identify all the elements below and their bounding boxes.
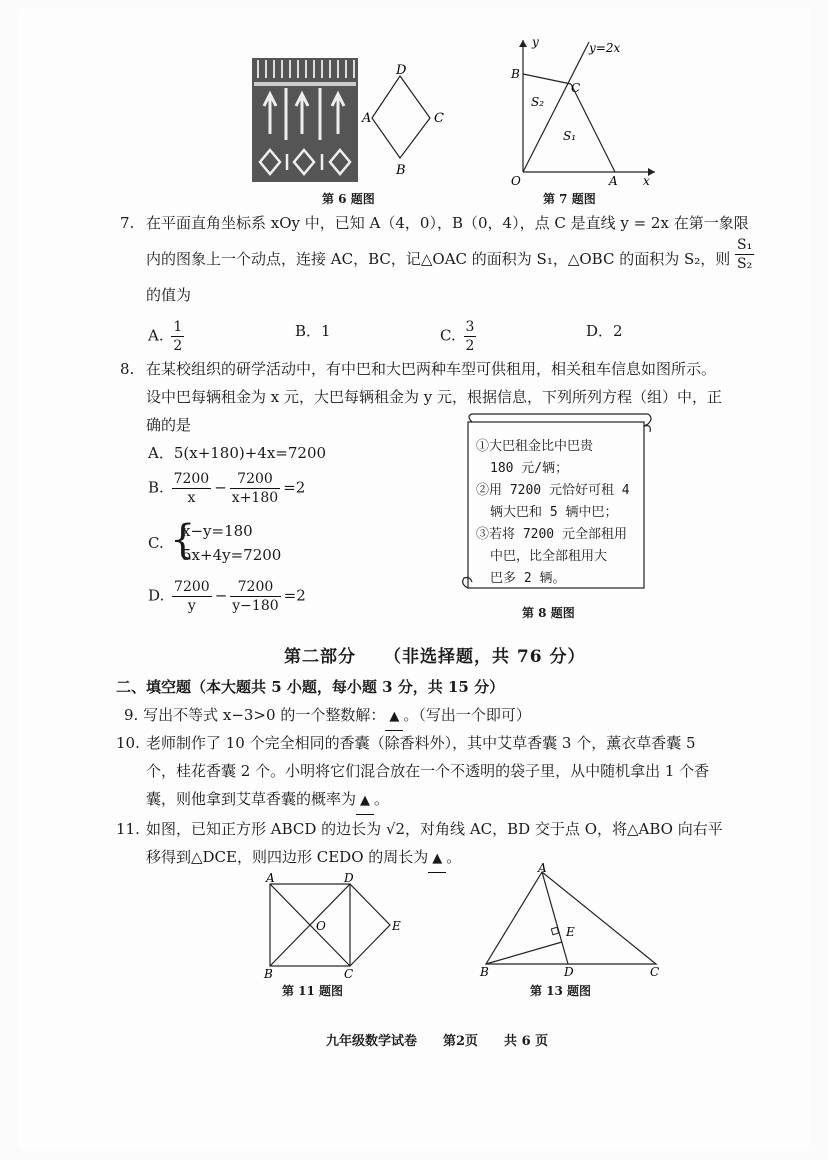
fig11-label-C: C (344, 967, 354, 981)
fig13-caption: 第 13 题图 (530, 984, 592, 998)
q8-line1: 在某校组织的研学活动中，有中巴和大巴两种车型可供租用，相关租车信息如图所示。 (146, 360, 717, 378)
fig6-label-A: A (362, 111, 372, 126)
fig7-label-y: y (532, 35, 539, 49)
fig6-label-C: C (434, 111, 444, 126)
q7-option-d[interactable]: D．2 (586, 322, 623, 340)
fig13-label-C: C (650, 965, 660, 979)
q8-note-line: 180 元/辆； (490, 461, 569, 476)
fig11-label-D: D (344, 871, 354, 885)
fig7-label-x: x (643, 174, 650, 188)
q8-line3: 确的是 (146, 416, 192, 434)
q8-option-c-eq2: 5x+4y=7200 (182, 546, 282, 564)
q8-option-b-num2: 7200 (230, 470, 280, 489)
q7-option-c-num: 3 (465, 319, 475, 335)
q11-line1: 如图，已知正方形 ABCD 的边长为 √2，对角线 AC，BD 交于点 O，将△ABO 向右平 (146, 820, 723, 838)
q10-number: 10. (116, 734, 140, 752)
part2-subtitle: （非选择题，共 76 分） (384, 647, 586, 667)
figure-7 (505, 32, 665, 192)
fig7-caption: 第 7 题图 (543, 192, 596, 206)
q10-line1: 老师制作了 10 个完全相同的香囊（除香料外），其中艾草香囊 3 个，薰衣草香囊 5 (146, 734, 696, 752)
q7-frac-num: S₁ (737, 237, 753, 253)
q8-option-d-tail: =2 (283, 586, 306, 605)
q7-frac-den: S₂ (737, 256, 753, 272)
q10-line3 (146, 786, 389, 815)
q10-line3-text: 囊，则他拿到艾草香囊的概率为 (146, 790, 357, 808)
q8-option-d-den1: y (187, 598, 196, 614)
fig7-label-O: O (511, 174, 521, 188)
q9 (124, 702, 531, 731)
q7-option-a-num: 1 (173, 319, 183, 335)
q7-option-a[interactable] (148, 318, 187, 355)
q8-option-d[interactable]: D. $\frac{7200}{y}$ − $\frac{7200}{y-180}$ =2 (148, 579, 306, 614)
q8-note-line: 巴多 2 辆。 (490, 571, 566, 586)
fig13-label-A: A (538, 862, 547, 875)
q8-option-d-num2: 7200 (230, 578, 280, 597)
fig7-label-S2: S₂ (531, 95, 545, 109)
fig7-label-A: A (609, 174, 618, 188)
q8-note-line: 中巴，比全部租用大 (490, 549, 608, 564)
q7-line2: 内的图象上一个动点，连接 AC，BC，记△OAC 的面积为 S₁，△OBC 的面积为 S₂，则 (146, 250, 731, 268)
q11-line2-text: 移得到△DCE，则四边形 CEDO 的周长为 (146, 848, 429, 866)
q8-note-line: ②用 7200 元恰好可租 4 (476, 483, 630, 498)
section2-heading: 二、填空题（本大题共 5 小题，每小题 3 分，共 15 分） (116, 678, 505, 696)
q8-option-c-eq1: x−y=180 (182, 522, 253, 540)
fig13-label-B: B (480, 965, 489, 979)
fig13-label-D: D (564, 965, 574, 979)
q7-option-b[interactable]: B．1 (295, 322, 331, 340)
part2-title: 第二部分 (284, 647, 356, 667)
q8-note-line: 辆大巴和 5 辆中巴； (490, 505, 618, 520)
q8-option-d-label: D. (148, 586, 165, 605)
q8-note-line: ①大巴租金比中巴贵 (476, 439, 594, 454)
q8-option-b-den2: x+180 (231, 490, 279, 506)
q8-info-note (476, 436, 646, 590)
q11-answer-blank[interactable]: ▲ (428, 846, 446, 873)
fig7-label-B: B (511, 67, 520, 81)
q8-option-b[interactable]: B. $\frac{7200}{x}$ − $\frac{7200}{x+180}$ =2 (148, 471, 306, 506)
fig11-label-E: E (392, 919, 401, 933)
q7-option-a-label: A. (148, 326, 164, 345)
q9-text-a: 写出不等式 x−3>0 的一个整数解： (143, 706, 386, 724)
q11-number: 11. (116, 820, 140, 838)
fig11-caption: 第 11 题图 (282, 984, 344, 998)
q7-line3: 的值为 (146, 286, 192, 304)
q10-answer-blank[interactable]: ▲ (356, 788, 374, 815)
q8-option-d-num1: 7200 (174, 579, 210, 595)
figure-11 (258, 870, 408, 982)
q8-option-d-den2: y−180 (232, 598, 279, 614)
q7-line1: 在平面直角坐标系 xOy 中，已知 A（4，0），B（0，4），点 C 是直线 y = 2x 在第一象限 (146, 214, 749, 232)
fig11-label-B: B (264, 967, 273, 981)
q8-option-b-num1: 7200 (173, 471, 210, 487)
fig11-label-A: A (266, 871, 275, 885)
q7-number: 7. (120, 214, 135, 232)
q7-option-c-label: C. (440, 326, 456, 345)
fig7-label-C: C (571, 81, 581, 95)
fig13-label-E: E (566, 925, 575, 939)
q8-option-b-label: B. (148, 478, 164, 497)
q8-option-a[interactable]: A．5(x+180)+4x=7200 (148, 444, 327, 462)
fig6-label-D: D (396, 63, 407, 78)
q8-option-b-tail: =2 (283, 478, 306, 497)
fig11-label-O: O (316, 919, 326, 933)
fig7-label-line: y=2x (589, 41, 621, 55)
page-footer: 九年级数学试卷 第2页 共 6 页 (326, 1034, 549, 1049)
q7-fraction (735, 236, 754, 273)
fig7-label-S1: S₁ (563, 129, 577, 143)
q11-line2 (146, 844, 461, 873)
fig6-caption: 第 6 题图 (322, 192, 375, 206)
q11-line2-end: 。 (446, 848, 462, 866)
q9-text-b: 。（写出一个即可） (403, 706, 531, 724)
q10-line2: 个，桂花香囊 2 个。小明将它们混合放在一个不透明的袋子里，从中随机拿出 1 个香 (146, 762, 710, 780)
q7-option-c-den: 2 (465, 338, 475, 354)
fig8-caption: 第 8 题图 (522, 606, 575, 620)
figure-6 (250, 56, 455, 186)
q8-note-line: ③若将 7200 元全部租用 (476, 527, 627, 542)
fig13-triangle (486, 872, 656, 964)
q9-answer-blank[interactable]: ▲ (385, 704, 403, 731)
q8-line2: 设中巴每辆租金为 x 元，大巴每辆租金为 y 元，根据信息，下列所列方程（组）中，正 (146, 388, 723, 406)
figure-13 (472, 862, 672, 980)
q8-option-b-den1: x (187, 490, 196, 506)
q8-option-c-label: C. (148, 534, 164, 552)
q8-number: 8. (120, 360, 135, 378)
q10-line3-end: 。 (374, 790, 390, 808)
q8-option-c-brace: { (170, 517, 196, 563)
fig6-rhombus (372, 76, 430, 158)
q7-option-a-den: 2 (173, 338, 183, 354)
q9-number: 9. (124, 706, 139, 724)
fig6-label-B: B (396, 163, 406, 178)
q7-option-c[interactable] (440, 318, 479, 355)
